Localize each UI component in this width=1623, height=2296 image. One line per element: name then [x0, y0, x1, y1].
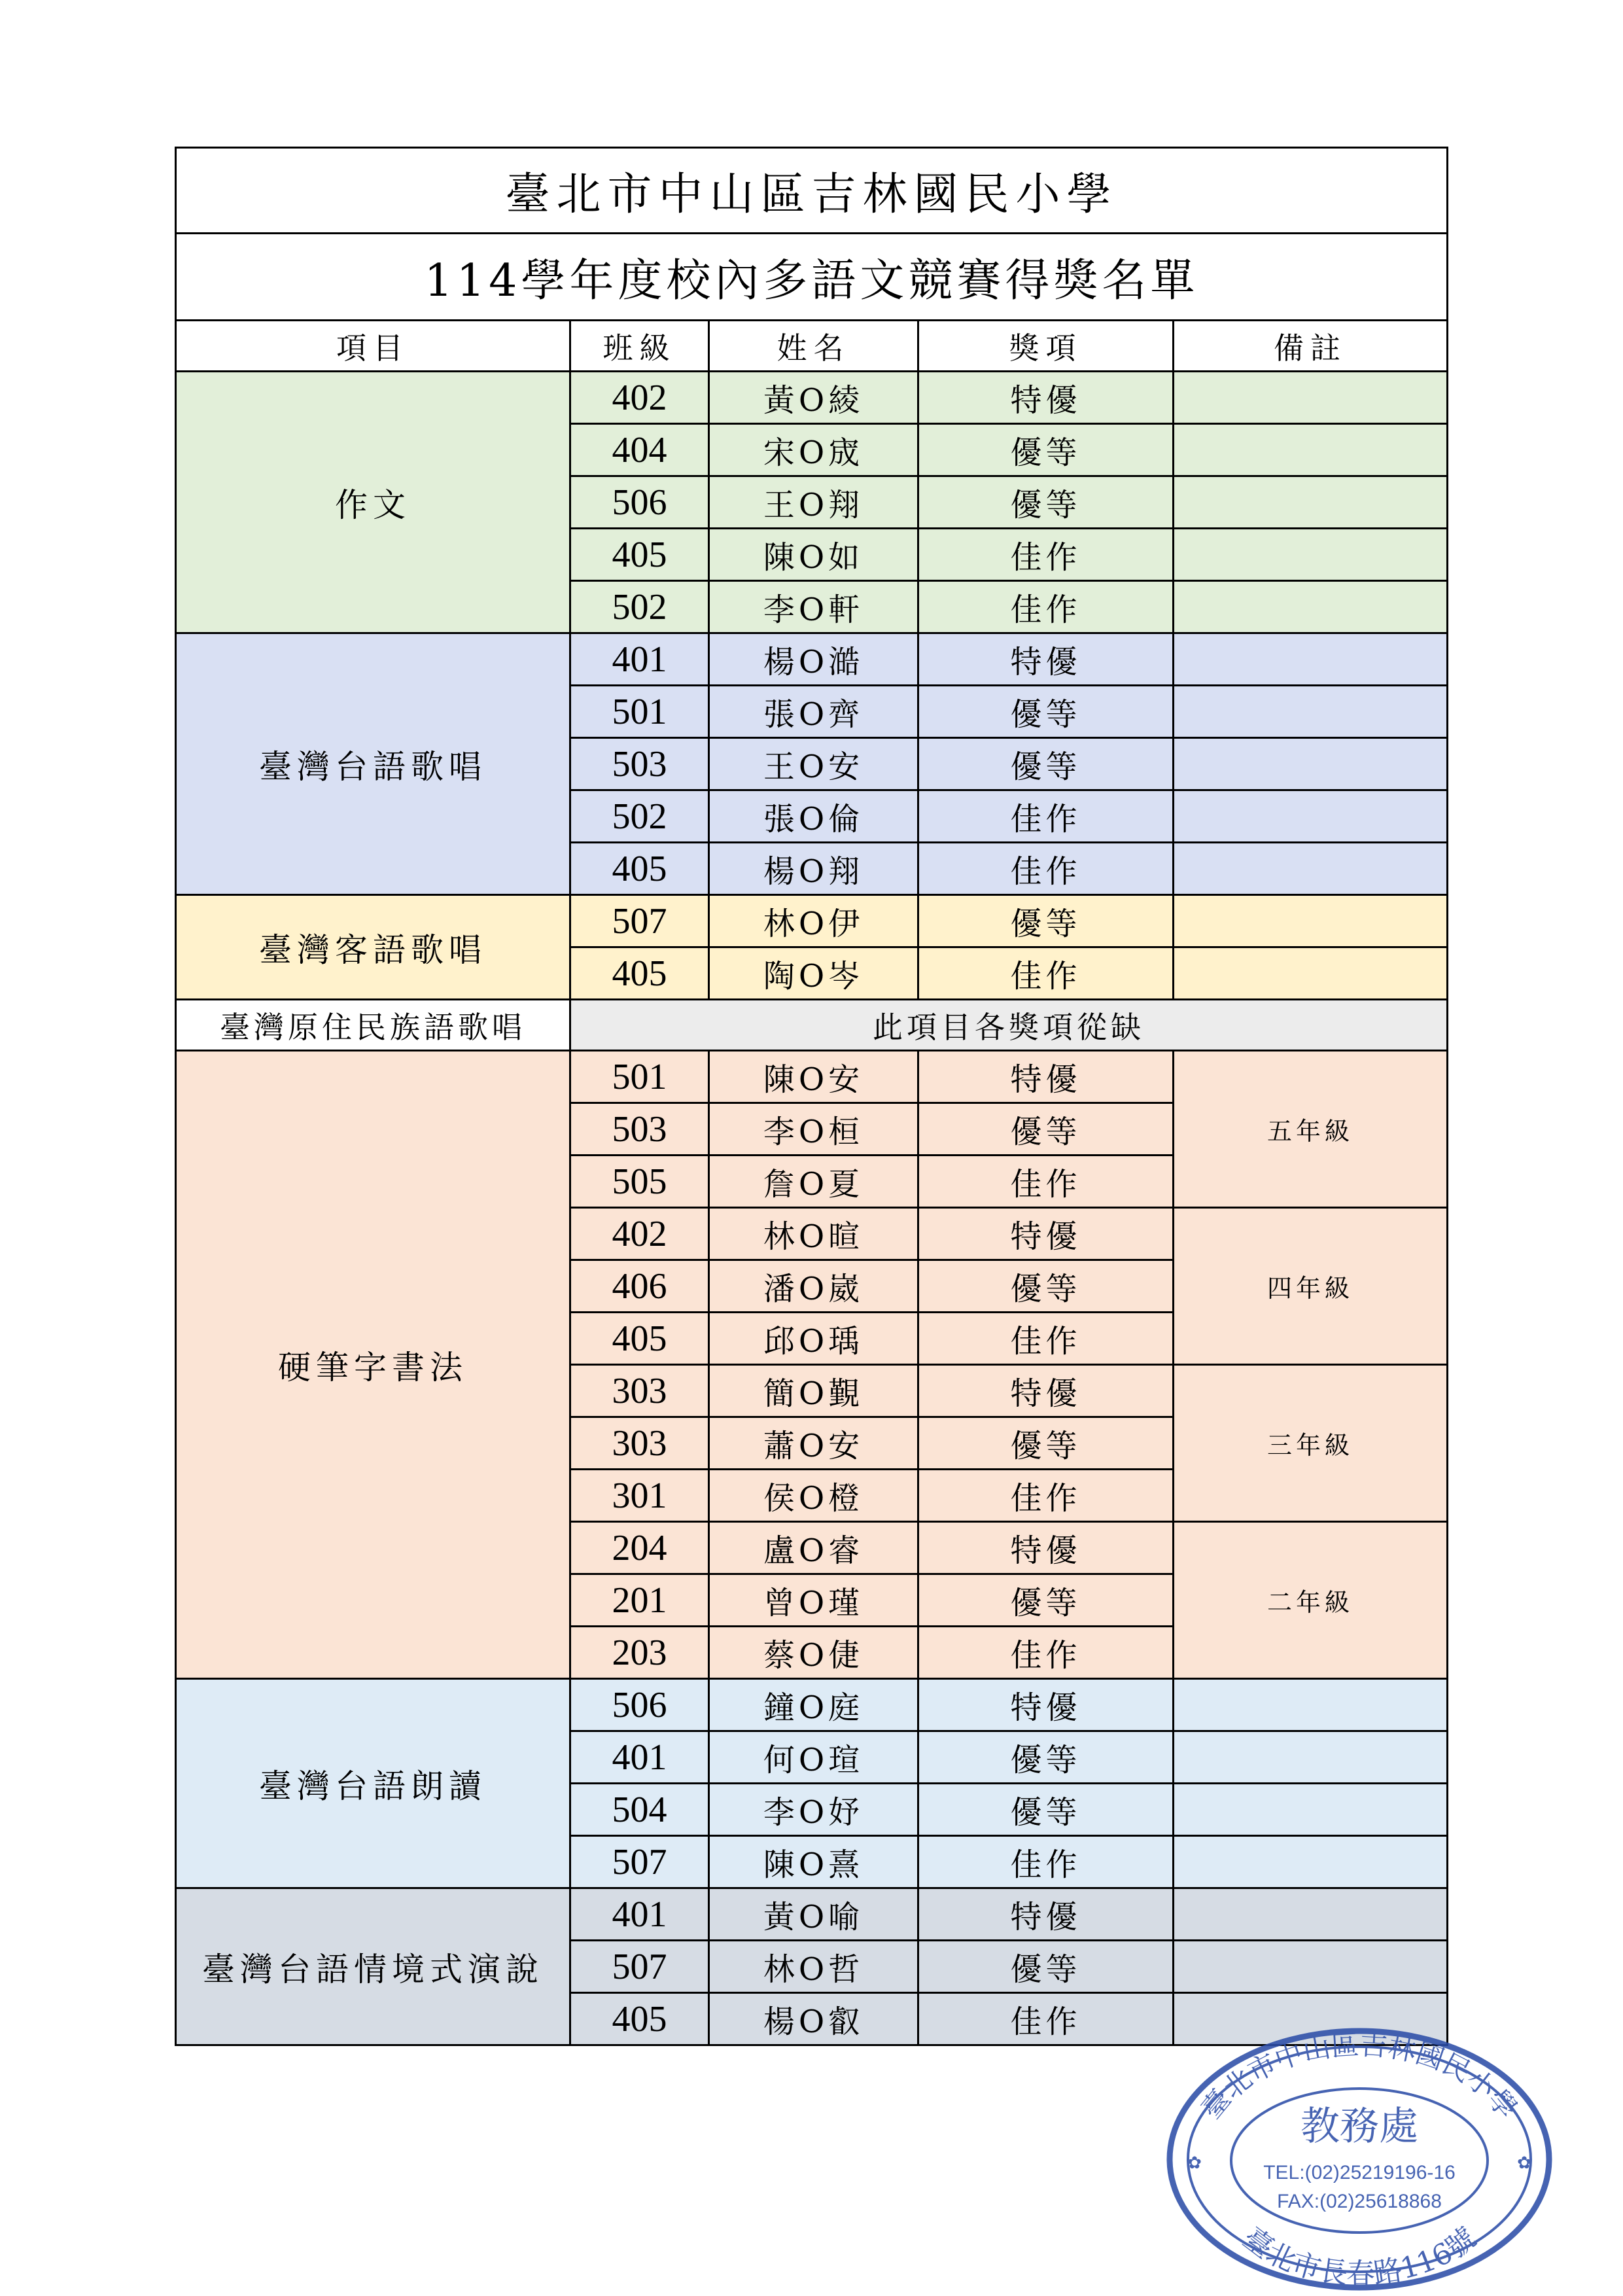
- class-cell: 501: [570, 686, 709, 738]
- header-row: [176, 321, 1448, 372]
- student-name-cell: 曾O瑾: [709, 1574, 918, 1627]
- award-cell: 特優: [918, 1051, 1174, 1103]
- category-name: 臺灣客語歌唱: [176, 895, 570, 1000]
- header-award: 獎項: [918, 321, 1174, 372]
- class-cell: 303: [570, 1365, 709, 1417]
- class-cell: 405: [570, 947, 709, 1000]
- class-cell: 301: [570, 1470, 709, 1522]
- remark-cell: 四年級: [1174, 1208, 1448, 1365]
- award-table: [175, 147, 1448, 2046]
- award-cell: 佳作: [918, 1313, 1174, 1365]
- school-name: 臺北市中山區吉林國民小學: [176, 148, 1448, 234]
- award-cell: 特優: [918, 1208, 1174, 1260]
- stamp-title: 教務處: [1300, 2104, 1418, 2149]
- award-cell: 特優: [918, 633, 1174, 686]
- student-name-cell: 王O安: [709, 738, 918, 790]
- student-name-cell: 潘O崴: [709, 1260, 918, 1313]
- remark-cell: [1174, 372, 1448, 424]
- student-name-cell: 陳O熹: [709, 1836, 918, 1888]
- document-title: 114學年度校內多語文競賽得獎名單: [176, 234, 1448, 321]
- student-name-cell: 楊O叡: [709, 1993, 918, 2045]
- remark-cell: 三年級: [1174, 1365, 1448, 1522]
- student-name-cell: 楊O翔: [709, 843, 918, 895]
- remark-cell: [1174, 476, 1448, 529]
- remark-cell: 二年級: [1174, 1522, 1448, 1679]
- class-cell: 401: [570, 633, 709, 686]
- header-name: 姓名: [709, 321, 918, 372]
- award-cell: 優等: [918, 1260, 1174, 1313]
- remark-cell: [1174, 1888, 1448, 1941]
- award-cell: 優等: [918, 1574, 1174, 1627]
- award-cell: 佳作: [918, 843, 1174, 895]
- student-name-cell: 王O翔: [709, 476, 918, 529]
- award-cell: 佳作: [918, 1156, 1174, 1208]
- stamp-tel: TEL:(02)25219196-16: [1263, 2162, 1456, 2183]
- category-row: [176, 1000, 1448, 1051]
- remark-cell: [1174, 424, 1448, 476]
- category-name: 硬筆字書法: [176, 1051, 570, 1679]
- stamp-flower-right-icon: ✿: [1517, 2153, 1531, 2173]
- award-cell: 佳作: [918, 790, 1174, 843]
- award-cell: 優等: [918, 738, 1174, 790]
- award-cell: 佳作: [918, 1993, 1174, 2045]
- student-name-cell: 何O瑄: [709, 1731, 918, 1784]
- class-cell: 204: [570, 1522, 709, 1574]
- student-name-cell: 蕭O安: [709, 1417, 918, 1470]
- stamp-address: 臺北市長春路116號: [1236, 2221, 1482, 2291]
- student-name-cell: 侯O橙: [709, 1470, 918, 1522]
- class-cell: 404: [570, 424, 709, 476]
- school-name-row: [176, 148, 1448, 234]
- award-cell: 佳作: [918, 1836, 1174, 1888]
- table-row: [176, 895, 1448, 947]
- remark-cell: [1174, 843, 1448, 895]
- table-row: [176, 1051, 1448, 1103]
- class-cell: 501: [570, 1051, 709, 1103]
- remark-cell: [1174, 738, 1448, 790]
- student-name-cell: 張O齊: [709, 686, 918, 738]
- table-row: [176, 372, 1448, 424]
- student-name-cell: 張O倫: [709, 790, 918, 843]
- award-cell: 優等: [918, 1103, 1174, 1156]
- award-cell: 特優: [918, 372, 1174, 424]
- class-cell: 401: [570, 1888, 709, 1941]
- class-cell: 402: [570, 1208, 709, 1260]
- class-cell: 203: [570, 1627, 709, 1679]
- remark-cell: 五年級: [1174, 1051, 1448, 1208]
- remark-cell: [1174, 1836, 1448, 1888]
- class-cell: 503: [570, 1103, 709, 1156]
- award-cell: 優等: [918, 686, 1174, 738]
- student-name-cell: 林O暄: [709, 1208, 918, 1260]
- class-cell: 506: [570, 1679, 709, 1731]
- remark-cell: [1174, 1941, 1448, 1993]
- header-remark: 備註: [1174, 321, 1448, 372]
- student-name-cell: 李O桓: [709, 1103, 918, 1156]
- award-cell: 佳作: [918, 581, 1174, 633]
- class-cell: 504: [570, 1784, 709, 1836]
- remark-cell: [1174, 529, 1448, 581]
- class-cell: 303: [570, 1417, 709, 1470]
- student-name-cell: 蔡O倢: [709, 1627, 918, 1679]
- award-cell: 特優: [918, 1522, 1174, 1574]
- remark-cell: [1174, 895, 1448, 947]
- student-name-cell: 陳O安: [709, 1051, 918, 1103]
- header-class: 班級: [570, 321, 709, 372]
- class-cell: 506: [570, 476, 709, 529]
- category-name: 作文: [176, 372, 570, 633]
- remark-cell: [1174, 1784, 1448, 1836]
- student-name-cell: 鐘O庭: [709, 1679, 918, 1731]
- award-cell: 優等: [918, 476, 1174, 529]
- class-cell: 201: [570, 1574, 709, 1627]
- student-name-cell: 楊O澔: [709, 633, 918, 686]
- category-name: 臺灣台語情境式演說: [176, 1888, 570, 2045]
- class-cell: 401: [570, 1731, 709, 1784]
- student-name-cell: 黃O綾: [709, 372, 918, 424]
- remark-cell: [1174, 947, 1448, 1000]
- student-name-cell: 盧O睿: [709, 1522, 918, 1574]
- award-cell: 優等: [918, 1417, 1174, 1470]
- award-cell: 佳作: [918, 529, 1174, 581]
- table-row: [176, 633, 1448, 686]
- class-cell: 503: [570, 738, 709, 790]
- class-cell: 406: [570, 1260, 709, 1313]
- student-name-cell: 詹O夏: [709, 1156, 918, 1208]
- table-row: [176, 1679, 1448, 1731]
- class-cell: 405: [570, 1313, 709, 1365]
- student-name-cell: 陶O岑: [709, 947, 918, 1000]
- student-name-cell: 林O哲: [709, 1941, 918, 1993]
- award-cell: 佳作: [918, 1470, 1174, 1522]
- class-cell: 507: [570, 1941, 709, 1993]
- student-name-cell: 林O伊: [709, 895, 918, 947]
- remark-cell: [1174, 1679, 1448, 1731]
- student-name-cell: 宋O宬: [709, 424, 918, 476]
- class-cell: 405: [570, 1993, 709, 2045]
- school-seal-stamp: [1157, 2014, 1562, 2291]
- student-name-cell: 黃O喻: [709, 1888, 918, 1941]
- category-name: 臺灣台語歌唱: [176, 633, 570, 895]
- class-cell: 502: [570, 581, 709, 633]
- award-cell: 特優: [918, 1888, 1174, 1941]
- class-cell: 402: [570, 372, 709, 424]
- document-title-row: [176, 234, 1448, 321]
- award-cell: 優等: [918, 424, 1174, 476]
- class-cell: 505: [570, 1156, 709, 1208]
- remark-cell: [1174, 581, 1448, 633]
- remark-cell: [1174, 633, 1448, 686]
- table-row: [176, 1888, 1448, 1941]
- class-cell: 405: [570, 843, 709, 895]
- remark-cell: [1174, 790, 1448, 843]
- remark-cell: [1174, 1731, 1448, 1784]
- stamp-ring-text: 臺北市中山區吉林國民小學: [1195, 2028, 1524, 2125]
- category-name: 臺灣台語朗讀: [176, 1679, 570, 1888]
- category-name: 臺灣原住民族語歌唱: [176, 1000, 570, 1051]
- class-cell: 507: [570, 1836, 709, 1888]
- award-cell: 特優: [918, 1365, 1174, 1417]
- student-name-cell: 李O軒: [709, 581, 918, 633]
- award-cell: 佳作: [918, 1627, 1174, 1679]
- table-body: [176, 148, 1448, 2045]
- award-cell: 優等: [918, 1941, 1174, 1993]
- stamp-fax: FAX:(02)25618868: [1277, 2191, 1442, 2212]
- award-cell: 優等: [918, 895, 1174, 947]
- award-cell: 特優: [918, 1679, 1174, 1731]
- award-cell: 優等: [918, 1784, 1174, 1836]
- stamp-flower-left-icon: ✿: [1187, 2153, 1202, 2173]
- header-category: 項目: [176, 321, 570, 372]
- award-cell: 優等: [918, 1731, 1174, 1784]
- student-name-cell: 邱O瑀: [709, 1313, 918, 1365]
- remark-cell: [1174, 686, 1448, 738]
- class-cell: 502: [570, 790, 709, 843]
- vacant-note: 此項目各獎項從缺: [570, 1000, 1448, 1051]
- student-name-cell: 簡O覲: [709, 1365, 918, 1417]
- class-cell: 405: [570, 529, 709, 581]
- student-name-cell: 陳O如: [709, 529, 918, 581]
- award-cell: 佳作: [918, 947, 1174, 1000]
- class-cell: 507: [570, 895, 709, 947]
- student-name-cell: 李O妤: [709, 1784, 918, 1836]
